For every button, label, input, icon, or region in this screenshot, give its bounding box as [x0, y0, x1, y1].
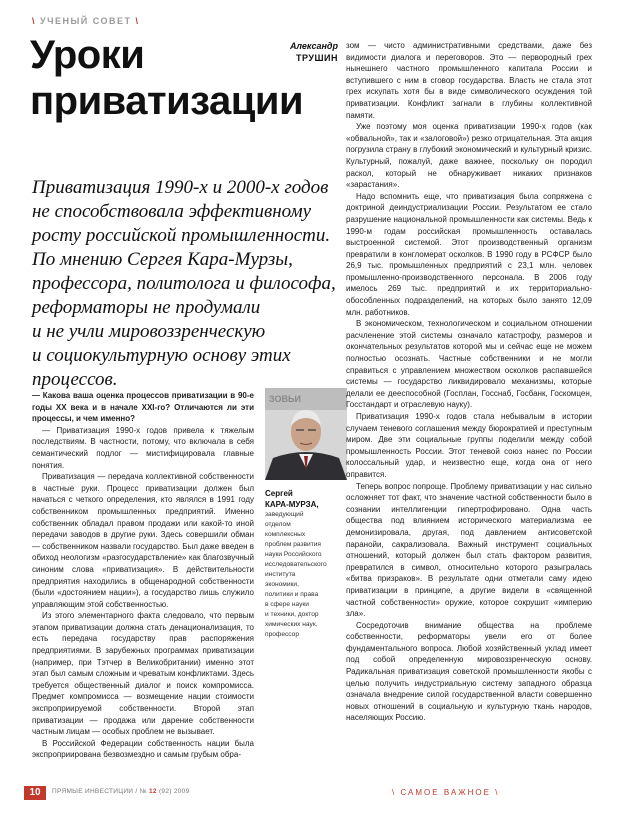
author-last-name: ТРУШИН [296, 53, 338, 63]
paragraph: Приватизация — передача коллективной собственности в частные руки. Процесс приватизации должен был начаться с четкого определения, кто являлся в 1991 году собственником промышленных предприятий. Именно собственник обладал правом продажи или какой-то иной передачи заводов в другие руки. Здесь совершили обман — собственником назвали государство. Был даже введен в обиход неологизм «разгосударствление» как благозвучный синоним слова «приватизация». В действительности предприятия находились в общенародной собственности (были «достоянием нации»), а государство лишь служило управляющим этой собственностью. [32, 472, 254, 609]
caption-line: отделом [265, 521, 291, 528]
paragraph: Надо вспомнить еще, что приватизация была сопряжена с доктриной деиндустриализации России. Результатом ее стало разрушение национальной промышленности как системы. Ведь к 1990-м годам российская промышленность оставалась выстроенной системой. Этот производственный организм превратили в конгломерат осколков. В 1990 году в РСФСР было 26,9 тыс. промышленных предприятий с 23,1 млн. человек промышленно-производственного персонала. В 2006 году имелось 269 тыс. предприятий и их территориально-обособленных подразделений, на которых было занято 12,09 млн. работников. [346, 191, 592, 317]
portrait-illustration [265, 388, 347, 480]
section-name: САМОЕ ВАЖНОЕ [400, 788, 491, 797]
paragraph: Из этого элементарного факта следовало, что первым этапом приватизации должна стать денационализация, то есть передача государству прав распоряжения предприятиями. В зарубежных программах приватизации (например, при Тэтчер в Великобритании) именно этот этап был самым сложным и чреватым конфликтами. Здесь требуется общественный диалог и поиск компромисса. Предмет компромисса — возмещение нации стоимости экспроприируемой собственности. Второй этап приватизации — продажа или дарение собственности частным лицам — особых проблем не вызывает. [32, 611, 254, 737]
caption-line: заведующий [265, 511, 304, 518]
caption-line: исследовательского [265, 561, 327, 568]
lead-line: реформаторы не продумали [32, 297, 261, 318]
caption-line: науки Российского [265, 551, 322, 558]
lead-line: процессов. [32, 369, 118, 390]
lead-line: По мнению Сергея Кара-Мурзы, [32, 249, 293, 270]
photo-backdrop-text: ЗОВЬИ [269, 394, 301, 404]
paragraph: В экономическом, технологическом и социальном отношении расчленение этой системы означало катастрофу, размеров и окончательных результатов которой мы и сейчас еще не можем полностью осознать. Частные собственники и не могли справиться с управлением множеством осколков распавшейся системы — государство ликвидировало механизмы, которые делали ее дееспособной (Госплан, Госснаб, Госбанк, Госкомцен, Госстандарт и отраслевую науку). [346, 319, 592, 410]
portrait-photo [265, 388, 347, 480]
issue-number: 12 [149, 788, 157, 795]
section-slash-right: \ [490, 788, 500, 797]
interview-question: — Какова ваша оценка процессов приватизации в 90-е годы XX века и в начале XXI-го? Отличаются ли эти процессы, и чем именно? [32, 391, 254, 424]
text-column-right [346, 40, 592, 724]
lead-line: и не учли мировоззренческую [32, 321, 266, 342]
rubric-label: УЧЕНЫЙ СОВЕТ [40, 16, 132, 26]
paragraph: Сосредоточив внимание общества на проблеме собственности, реформаторы увели его от более фундаментального вопроса. Любой хозяйственный уклад имеет под собой определенную мировоззренческую основу. Радикальная приватизация советской промышленности якобы с целью получить индустриальную систему западного образца означала внедрение силой государственной власти совершенно новых отношений в социальную и культурную ткань народов, населяющих Россию. [346, 620, 592, 723]
paragraph: зом — чисто административными средствами, даже без видимости диалога и переговоров. Это — первородный грех нынешнего частного промышленного капитала России и вступившего с ним в сговор государства. Власть не стала этот грех искупать хотя бы в виде символического осуждения той приватизации. Конфликт загнали в глубины коллективной памяти. [346, 41, 592, 120]
caption-line: в сфере науки [265, 601, 309, 608]
paragraph: В Российской Федерации собственность нации была экспроприирована безвозмездно и самым грубым обра- [32, 738, 254, 760]
issue-rest: (92) 2009 [158, 788, 190, 795]
caption-line: химических наук, [265, 621, 318, 628]
lead-line: не способствовала эффективному [32, 201, 311, 222]
caption-line: политики и права [265, 591, 319, 598]
caption-first-name: Сергей [265, 489, 293, 498]
lead-line: профессора, политолога и философа, [32, 273, 336, 294]
paragraph: Теперь вопрос попроще. Проблему приватизации у нас сильно осложняет тот факт, что значение частной собственности было в сознании интеллигенции гипертрофировано. Одна часть общества под влиянием исторического материализма ее демонизировала, другая, под давлением антисоветской паранойи, сакрализовала. Важный инструмент социальных отношений, который должен был стать фактором развития, превратился в символ, относительно которого разыгралась «битва призраков». В результате одни отметали саму идею приватизации в принципе, а другие видели в «священной частной собственности» оружие, которое сокрушит «империю зла». [346, 481, 592, 619]
paragraph: Приватизация 1990-х годов стала небывалым в истории случаем теневого соглашения между бюрократией и преступным миром. Две эти социальные группы поделили между собой промышленность России. Этот теневой союз нанес по России колоссальный удар, и неизвестно еще, когда она от него оправится. [346, 412, 592, 479]
magazine-name: ПРЯМЫЕ ИНВЕСТИЦИИ [52, 788, 134, 795]
lead-line: и социокультурную основу этих [32, 345, 291, 366]
lead-line: росту российской промышленности. [32, 225, 331, 246]
text-column-left [32, 390, 254, 761]
paragraph: — Приватизация 1990-х годов привела к тяжелым последствиям. В частности, потому, что включала в себя семантический подлог — мистифицировала главные понятия. [32, 425, 254, 470]
title-line: Уроки [30, 33, 145, 77]
section-label [392, 788, 499, 797]
caption-line: экономики, [265, 581, 299, 588]
caption-line: проблем развития [265, 541, 322, 548]
author-first-name: Александр [289, 41, 338, 51]
lead-line: Приватизация 1990-х и 2000-х годов [32, 177, 329, 198]
caption-line: комплексных [265, 531, 306, 538]
caption-last-name: КАРА-МУРЗА, [265, 500, 319, 509]
lead-paragraph [32, 176, 342, 392]
page-number: 10 [24, 786, 46, 800]
rubric-slash-left: \ [32, 16, 41, 26]
issue-prefix: / № [135, 788, 147, 795]
rubric-slash-right: \ [131, 16, 140, 26]
rubric [32, 16, 140, 26]
photo-caption [265, 488, 345, 640]
paragraph: Уже поэтому моя оценка приватизации 1990-х годов (как «обвальной», так и «залоговой») резко отрицательная. Эта акция погрузила страну в глубокий экономический и культурный кризис. Культурный, пожалуй, даже важнее, поскольку он породил раскол, который не обнаруживает никаких признаков «зарастания». [346, 122, 592, 190]
caption-line: института [265, 571, 296, 578]
title-line: приватизации [30, 79, 304, 123]
section-slash-left: \ [392, 788, 401, 797]
caption-line: профессор [265, 631, 299, 638]
magazine-issue [52, 788, 189, 795]
author-byline [262, 40, 338, 64]
caption-line: и техники, доктор [265, 611, 319, 618]
